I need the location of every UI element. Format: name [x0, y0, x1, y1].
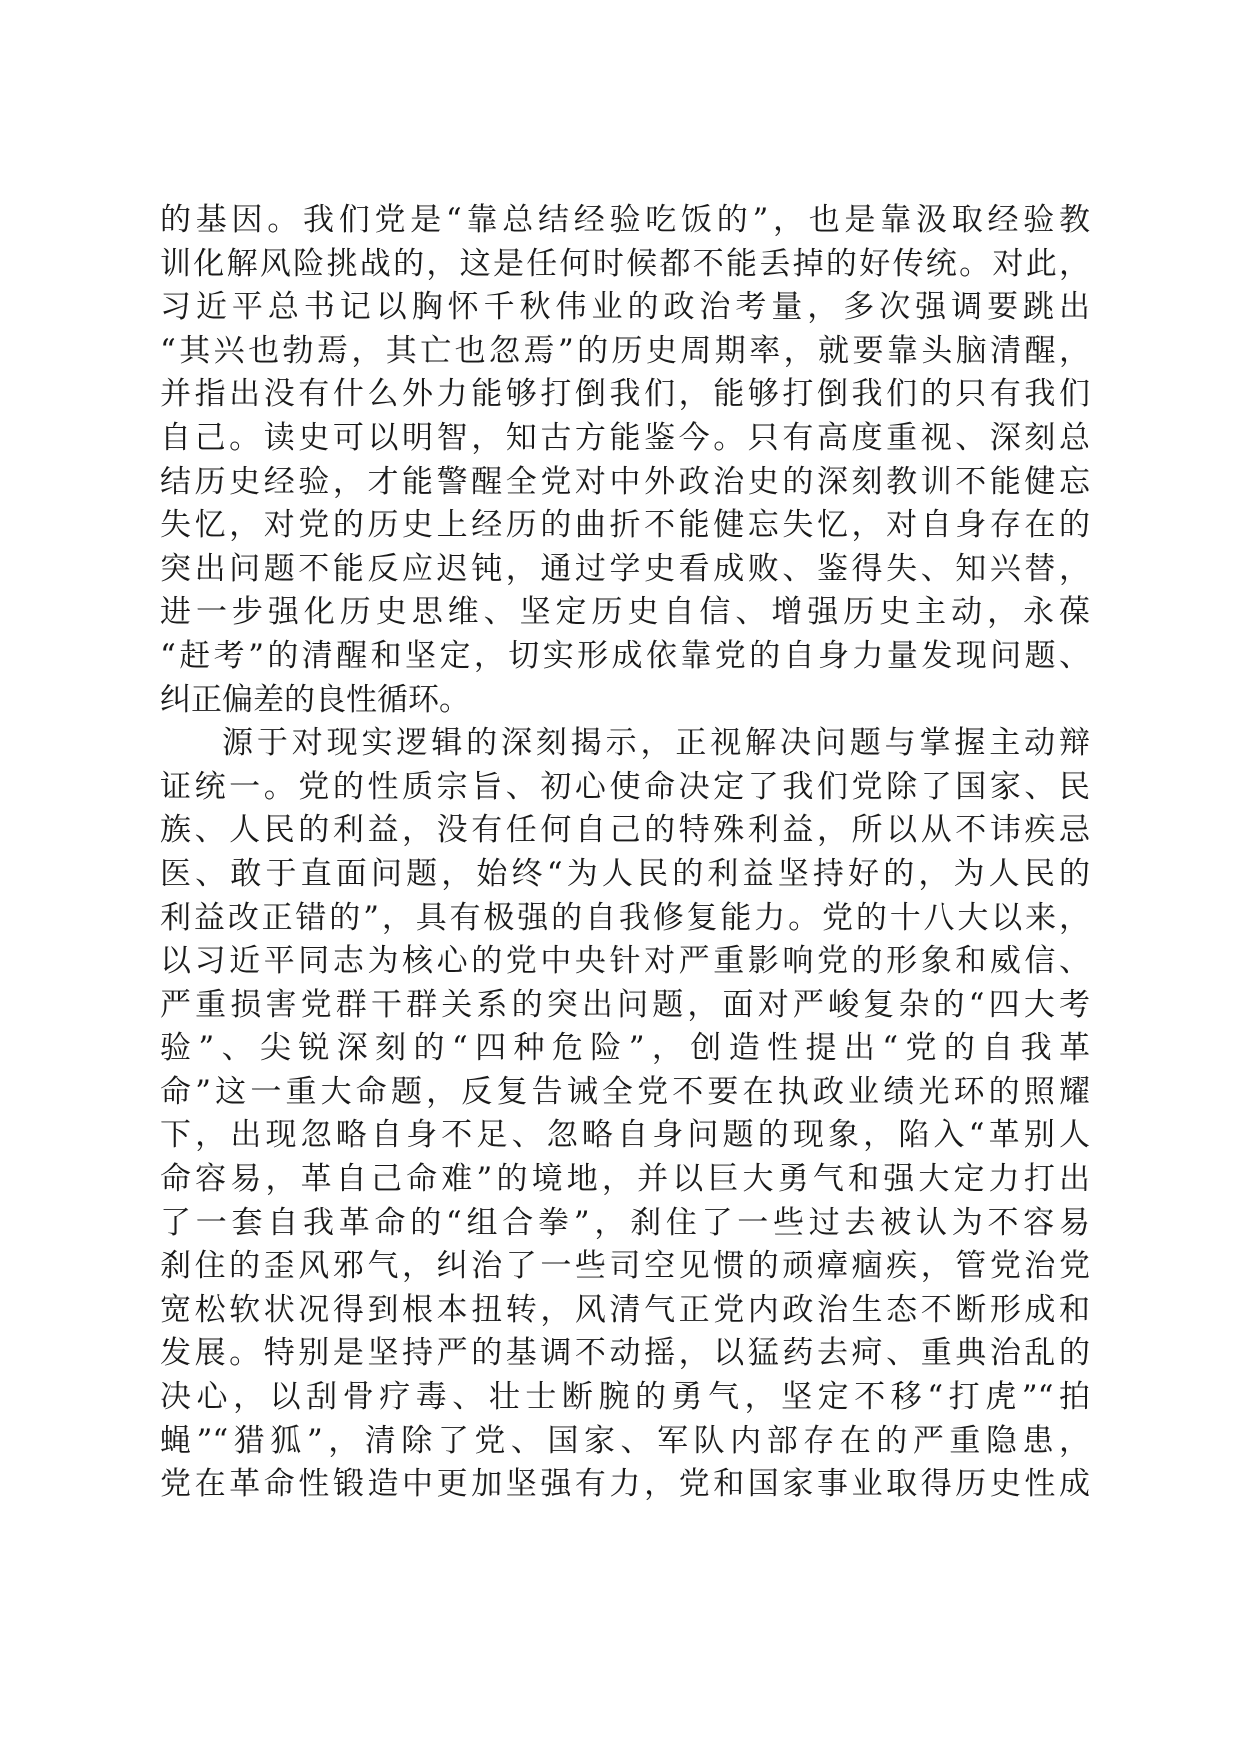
text-line: 决心，以刮骨疗毒、壮士断腕的勇气，坚定不移“打虎”“拍: [160, 1379, 1090, 1416]
text-line: 命”这一重大命题，反复告诫全党不要在执政业绩光环的照耀: [160, 1073, 1090, 1110]
text-line: 进一步强化历史思维、坚定历史自信、增强历史主动，永葆: [160, 594, 1090, 631]
text-line: 失忆，对党的历史上经历的曲折不能健忘失忆，对自身存在的: [160, 507, 1090, 544]
text-line: 突出问题不能反应迟钝，通过学史看成败、鉴得失、知兴替，: [160, 550, 1090, 587]
text-line: 以习近平同志为核心的党中央针对严重影响党的形象和威信、: [160, 943, 1090, 980]
text-line: 发展。特别是坚持严的基调不动摇，以猛药去疴、重典治乱的: [160, 1335, 1090, 1372]
text-line: “其兴也勃焉，其亡也忽焉”的历史周期率，就要靠头脑清醒，: [160, 332, 1090, 369]
text-line: 宽松软状况得到根本扭转，风清气正党内政治生态不断形成和: [160, 1291, 1090, 1328]
text-line: 严重损害党群干群关系的突出问题，面对严峻复杂的“四大考: [160, 986, 1090, 1023]
text-line: 了一套自我革命的“组合拳”，刹住了一些过去被认为不容易: [160, 1204, 1090, 1241]
body-text: [160, 199, 1090, 1507]
text-line: 命容易，革自己命难”的境地，并以巨大勇气和强大定力打出: [160, 1161, 1090, 1198]
text-line: 刹住的歪风邪气，纠治了一些司空见惯的顽瘴痼疾，管党治党: [160, 1248, 1090, 1285]
text-line: 训化解风险挑战的，这是任何时候都不能丢掉的好传统。对此，: [160, 245, 1090, 282]
text-line: “赶考”的清醒和坚定，切实形成依靠党的自身力量发现问题、: [160, 637, 1090, 674]
text-line: 结历史经验，才能警醒全党对中外政治史的深刻教训不能健忘: [160, 463, 1090, 500]
text-line: 族、人民的利益，没有任何自己的特殊利益，所以从不讳疾忌: [160, 812, 1090, 849]
text-line: 自己。读史可以明智，知古方能鉴今。只有高度重视、深刻总: [160, 419, 1090, 456]
text-line: 蝇”“猎狐”，清除了党、国家、军队内部存在的严重隐患，: [160, 1422, 1090, 1459]
paragraph-2: [160, 722, 1090, 1507]
text-line: 验”、尖锐深刻的“四种危险”，创造性提出“党的自我革: [160, 1030, 1090, 1067]
text-line: 利益改正错的”，具有极强的自我修复能力。党的十八大以来，: [160, 899, 1090, 936]
text-line: 的基因。我们党是“靠总结经验吃饭的”，也是靠汲取经验教: [160, 202, 1090, 238]
text-line: 习近平总书记以胸怀千秋伟业的政治考量，多次强调要跳出: [160, 289, 1090, 326]
paragraph-1: [160, 199, 1090, 722]
text-line: 证统一。党的性质宗旨、初心使命决定了我们党除了国家、民: [160, 768, 1090, 805]
text-line: 医、敢于直面问题，始终“为人民的利益坚持好的，为人民的: [160, 855, 1090, 892]
text-line: 源于对现实逻辑的深刻揭示，正视解决问题与掌握主动辩: [222, 725, 1090, 762]
text-line: 党在革命性锻造中更加坚强有力，党和国家事业取得历史性成: [160, 1466, 1090, 1503]
text-line: 下，出现忽略自身不足、忽略自身问题的现象，陷入“革别人: [160, 1117, 1090, 1154]
text-line: 纠正偏差的良性循环。: [160, 681, 470, 718]
text-line: 并指出没有什么外力能够打倒我们，能够打倒我们的只有我们: [160, 376, 1090, 413]
